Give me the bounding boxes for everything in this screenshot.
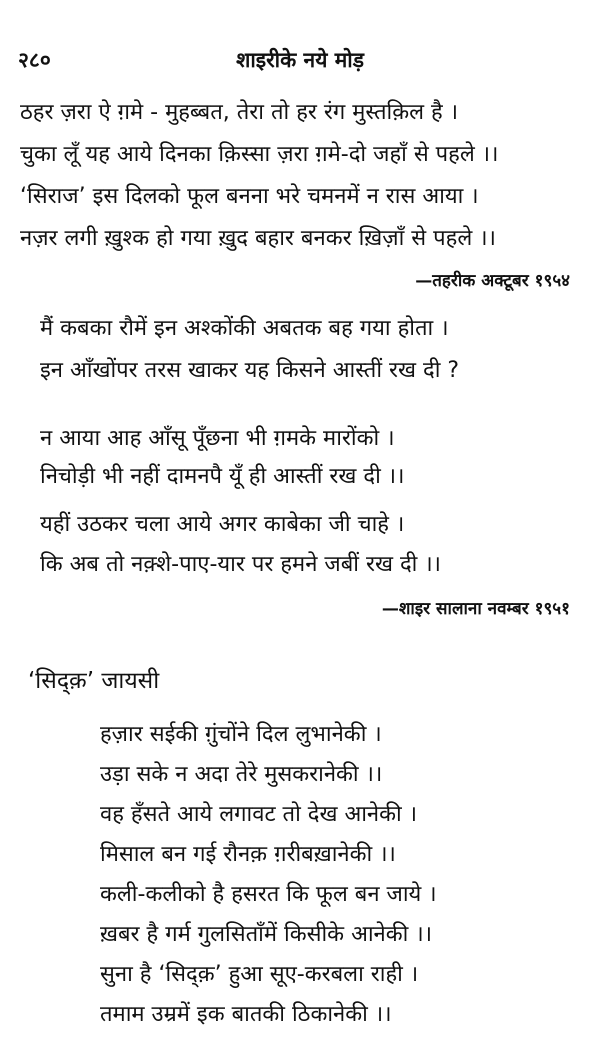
page-number: २८०	[18, 48, 51, 72]
verse-line: वह हँसते आये लगावट तो देख आनेकी ।	[100, 802, 418, 827]
verse-line: ठहर ज़रा ऐ ग़मे - मुहब्बत, तेरा तो हर रंग मुस्तक़िल है ।	[20, 100, 459, 125]
verse-line: मिसाल बन गई रौनक़ ग़रीबख़ानेकी ।।	[100, 842, 396, 867]
verse-line: निचोड़ी भी नहीं दामनपै यूँ ही आस्तीं रख दी ।।	[40, 464, 405, 489]
verse-line: तमाम उम्रमें इक बातकी ठिकानेकी ।।	[100, 1002, 392, 1027]
page-header	[0, 46, 600, 76]
verse-line: कि अब तो नक़्शे-पाए-यार पर हमने जबीं रख दी ।।	[40, 552, 442, 577]
verse-line: सुना है ‘सिद्क़’ हुआ सूए-करबला राही ।	[100, 962, 419, 987]
verse-line: न आया आह आँसू पूँछना भी ग़मके मारोंको ।	[40, 426, 395, 451]
verse-line: मैं कबका रौमें इन अश्कोंकी अबतक बह गया होता ।	[40, 316, 449, 341]
verse-line: इन आँखोंपर तरस खाकर यह किसने आस्तीं रख दी ?	[40, 358, 460, 383]
verse-line: कली-कलीको है हसरत कि फूल बन जाये ।	[100, 882, 437, 907]
attribution-1: —तहरीक अक्टूबर १९५४	[415, 271, 570, 291]
poet-name: ‘सिद्क़’ जायसी	[28, 668, 160, 694]
attribution-2: —शाइर सालाना नवम्बर १९५१	[381, 599, 570, 619]
verse-line: नज़र लगी ख़ुश्क हो गया ख़ुद बहार बनकर ख़िज़ाँ से पहले ।।	[20, 226, 496, 251]
verse-line: ‘सिराज’ इस दिलको फूल बनना भरे चमनमें न रास आया ।	[20, 184, 479, 209]
running-title: शाइरीके नये मोड़	[236, 48, 364, 72]
verse-line: यहीं उठकर चला आये अगर काबेका जी चाहे ।	[40, 512, 405, 537]
verse-line: चुका लूँ यह आये दिनका क़िस्सा ज़रा ग़मे-दो जहाँ से पहले ।।	[20, 142, 499, 167]
verse-line: हज़ार सईकी ग़ुंचोंने दिल लुभानेकी ।	[100, 722, 382, 747]
verse-line: ख़बर है गर्म गुलसिताँमें किसीके आनेकी ।।	[100, 922, 433, 947]
verse-line: उड़ा सके न अदा तेरे मुसकरानेकी ।।	[100, 762, 383, 787]
